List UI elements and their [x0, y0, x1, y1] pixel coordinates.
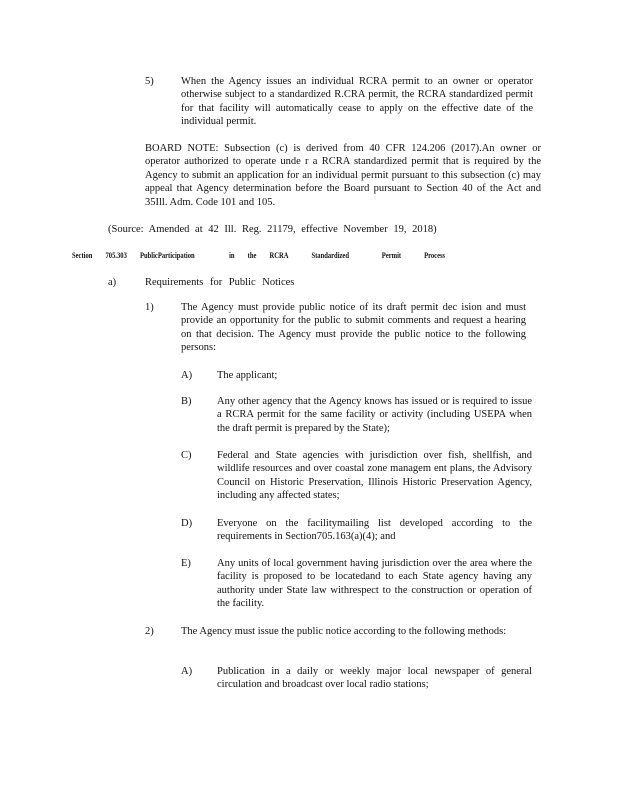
section-heading — [72, 250, 446, 261]
section-title-word-2: in — [229, 251, 235, 260]
section-title-word-6: Permit — [381, 251, 402, 260]
section-title-word-4: RCRA — [269, 251, 289, 260]
subitem-1b-label: B) — [181, 396, 192, 407]
section-title-word-3: the — [247, 251, 257, 260]
section-title-word-5: Standardized — [311, 251, 350, 260]
source-note: (Source: Amended at 42 Ill. Reg. 21179, effective November 19, 2018) — [108, 224, 437, 235]
subitem-1b-text: Any other agency that the Agency knows has issued or is required to issue a RCRA permit for the same facility or activity (including USEPA when the draft permit is prepared by the State); — [217, 396, 532, 434]
subitem-1d-label: D) — [181, 518, 193, 529]
subitem-1a-label: A) — [181, 370, 193, 381]
item-2-label: 2) — [145, 626, 154, 637]
subitem-1c-label: C) — [181, 450, 192, 461]
subitem-1c-text: Federal and State agencies with jurisdiction over fish, shellfish, and wildlife resources and over coastal zone managem ent plans, the Advisory Council on Historic Preservation, Illinois Historic Preservation Agency, including any affected states; — [217, 450, 532, 502]
subitem-1a-text: The applicant; — [217, 370, 278, 381]
section-title-word-1: PublicParticipation — [139, 251, 195, 260]
board-note: BOARD NOTE: Subsection (c) is derived from 40 CFR 124.206 (2017).An owner or operator authorized to operate unde r a RCRA standardized permit that is required by the Agency to submit an application for an individual permit pursuant to this subsection (c) may appeal that Agency determination before the Board pursuant to Section 40 of the Act and 35Ill. Adm. Code 101 and 105. — [145, 143, 541, 208]
section-number: 705.303 — [105, 251, 127, 260]
item-1-text: The Agency must provide public notice of its draft permit dec ision and must provide an opportunity for the public to submit comments and request a hearing on that decision. The Agency must provide the public notice to the following persons: — [181, 302, 526, 354]
subsection-a-label: a) — [108, 277, 117, 288]
item-1-label: 1) — [145, 302, 154, 313]
section-label: Section — [72, 251, 93, 260]
section-title-word-7: Process — [424, 251, 446, 260]
item-5-text: When the Agency issues an individual RCRA permit to an owner or operator otherwise subject to a standardized R.CRA permit, the RCRA standardized permit for that facility will automatically cease to apply on the effective date of the individual permit. — [181, 76, 533, 128]
item-5-label: 5) — [145, 76, 154, 87]
item-2-text: The Agency must issue the public notice according to the following methods: — [181, 626, 507, 637]
subitem-1e-text: Any units of local government having jurisdiction over the area where the facility is proposed to be locatedand to each State agency having any authority under State law withrespect to the construction or operation of the facility. — [217, 558, 532, 610]
subitem-1e-label: E) — [181, 558, 191, 569]
subitem-2a-text: Publication in a daily or weekly major local newspaper of general circulation and broadcast over local radio stations; — [217, 666, 532, 691]
subitem-2a-label: A) — [181, 666, 193, 677]
subsection-a-heading: Requirements for Public Notices — [145, 277, 295, 288]
subitem-1d-text: Everyone on the facilitymailing list developed according to the requirements in Section705.163(a)(4); and — [217, 518, 532, 543]
